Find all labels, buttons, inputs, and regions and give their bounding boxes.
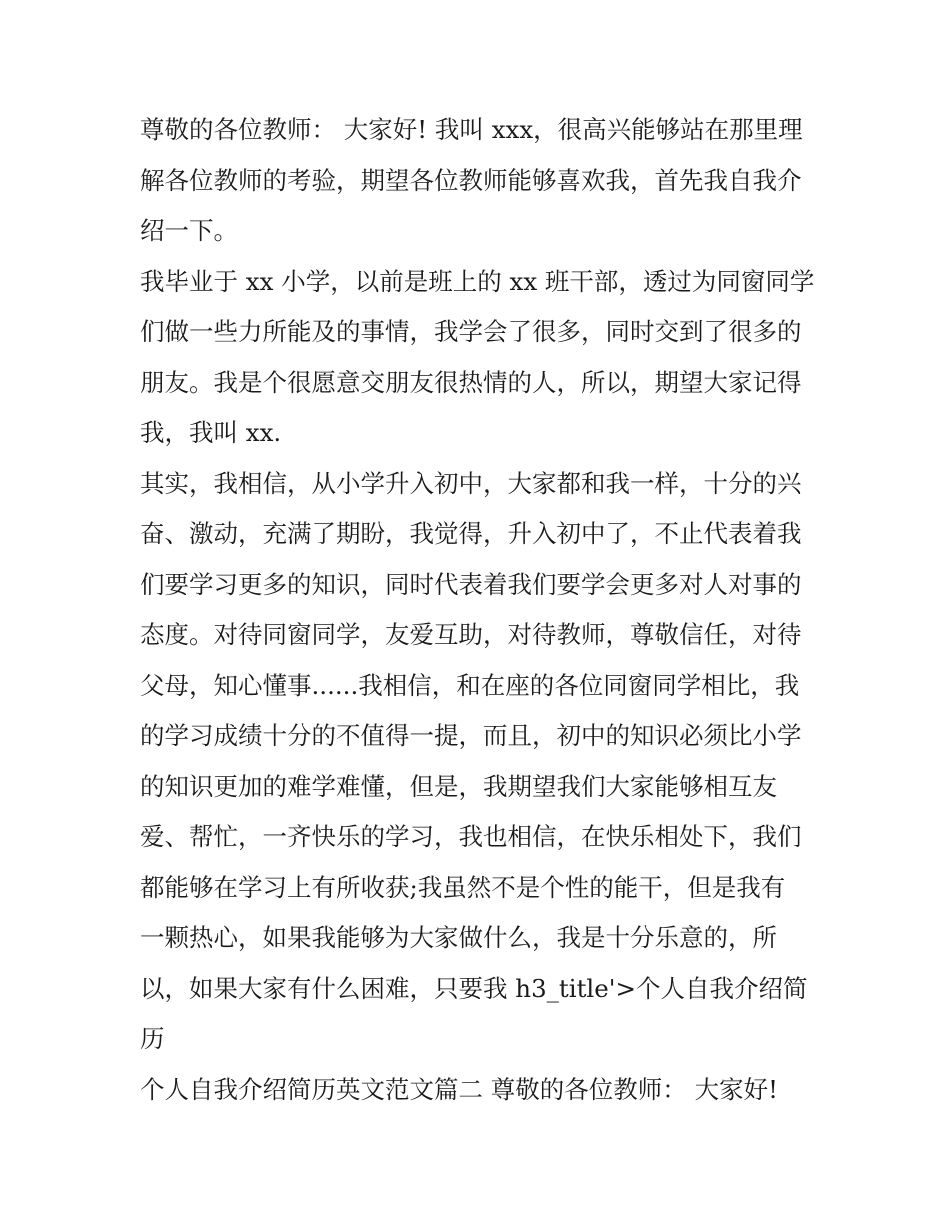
text-line: 态度。对待同窗同学，友爱互助，对待教师，尊敬信任，对待 [140, 620, 802, 649]
text-line: 们做一些力所能及的事情，我学会了很多，同时交到了很多的 [140, 317, 802, 346]
paragraph-background [140, 257, 816, 459]
text-line: 的知识更加的难学难懂，但是，我期望我们大家能够相互友 [140, 771, 777, 801]
text-line: 朋友。我是个很愿意交朋友很热情的人，所以，期望大家记得 [140, 367, 802, 397]
text-line: 爱、帮忙，一齐快乐的学习，我也相信，在快乐相处下，我们 [140, 822, 802, 851]
text-line: 绍一下。 [140, 216, 238, 245]
text-line: 尊敬的各位教师： 大家好! 我叫 xxx，很高兴能够站在那里理 [140, 115, 803, 144]
paragraph-middle-school [140, 459, 816, 1065]
text-line: 父母，知心懂事......我相信，和在座的各位同窗同学相比，我 [140, 670, 800, 700]
text-line: 其实，我相信，从小学升入初中，大家都和我一样，十分的兴 [140, 468, 802, 498]
text-line: 都能够在学习上有所收获;我虽然不是个性的能干，但是我有 [140, 872, 786, 902]
text-line: 个人自我介绍简历英文范文篇二 尊敬的各位教师： 大家好! [140, 1074, 778, 1104]
text-line: 一颗热心，如果我能够为大家做什么，我是十分乐意的，所 [140, 923, 777, 952]
paragraph-greeting [140, 105, 816, 257]
document-body [140, 105, 816, 1115]
text-line: 解各位教师的考验，期望各位教师能够喜欢我，首先我自我介 [140, 165, 802, 195]
text-line: 以，如果大家有什么困难，只要我 h3_title'>个人自我介绍简 [140, 973, 808, 1003]
text-line: 我，我叫 xx. [140, 418, 282, 447]
text-line: 的学习成绩十分的不值得一提，而且，初中的知识必须比小学 [140, 721, 802, 750]
text-line: 我毕业于 xx 小学，以前是班上的 xx 班干部，透过为同窗同学 [140, 266, 815, 296]
text-line: 们要学习更多的知识，同时代表着我们要学会更多对人对事的 [140, 569, 802, 599]
text-line: 历 [140, 1024, 165, 1053]
text-line: 奋、激动，充满了期盼，我觉得，升入初中了，不止代表着我 [140, 519, 802, 548]
paragraph-section-two [140, 1065, 816, 1116]
